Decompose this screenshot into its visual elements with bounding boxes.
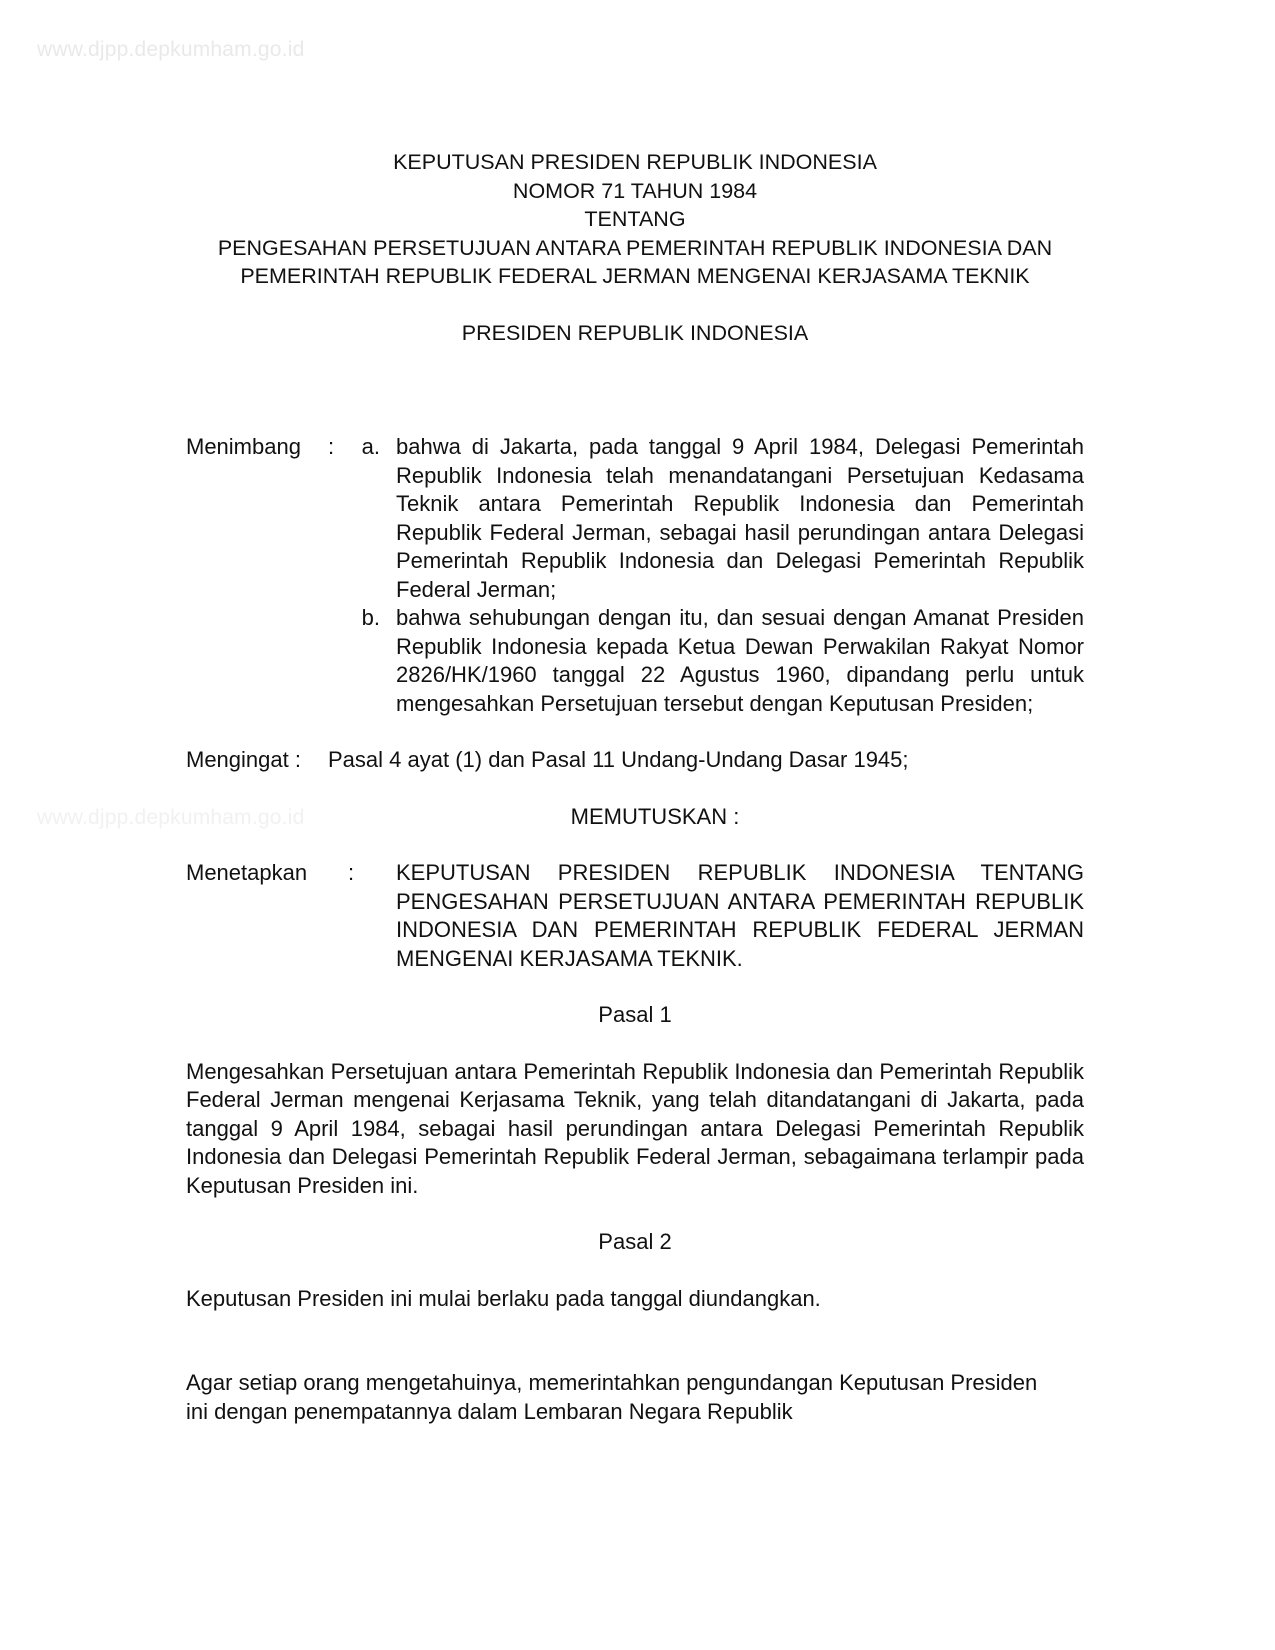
pasal-2-title: Pasal 2	[598, 1229, 672, 1254]
item-letter: b.	[361, 605, 380, 630]
pasal-2-body: Keputusan Presiden ini mulai berlaku pada tanggal diundangkan.	[186, 1285, 821, 1311]
header-number: NOMOR 71 TAHUN 1984	[512, 178, 758, 203]
menimbang-section	[186, 433, 1084, 718]
pasal-1-body: Mengesahkan Persetujuan antara Pemerintah Republik Indonesia dan Pemerintah Republik Federal Jerman mengenai Kerjasama Teknik, yang telah ditandatangani di Jakarta, pada tanggal 9 April 1984, sebagai hasil perundingan antara Delegasi Pemerintah Republik Indonesia dan Delegasi Pemerintah Republik Federal Jerman, sebagaimana terlampir pada Keputusan Presiden ini.	[186, 1058, 1084, 1198]
header-president: PRESIDEN REPUBLIK INDONESIA	[461, 320, 809, 345]
menimbang-item-a	[186, 433, 1084, 604]
item-letter: a.	[361, 434, 380, 459]
header-tentang: TENTANG	[584, 207, 686, 231]
menetapkan-section	[186, 859, 1084, 973]
menimbang-item-b	[348, 604, 1084, 718]
document-page	[186, 148, 1084, 1426]
document-header	[186, 148, 1084, 347]
pasal-1-title: Pasal 1	[598, 1002, 672, 1027]
item-text: bahwa sehubungan dengan itu, dan sesuai dengan Amanat Presiden Republik Indonesia kepada Ketua Dewan Perwakilan Rakyat Nomor 2826/HK/1960 tanggal 22 Agustus 1960, dipandang perlu untuk mengesahkan Persetujuan tersebut dengan Keputusan Presiden;	[396, 605, 1084, 716]
watermark-faint: www.djpp.depkumham.go.id	[37, 806, 305, 829]
menimbang-colon: :	[328, 434, 335, 459]
mengingat-text: Pasal 4 ayat (1) dan Pasal 11 Undang-Undang Dasar 1945;	[328, 747, 909, 772]
header-title: KEPUTUSAN PRESIDEN REPUBLIK INDONESIA	[393, 150, 877, 174]
menimbang-label: Menimbang	[186, 434, 301, 459]
menetapkan-label: Menetapkan	[186, 860, 308, 885]
item-text: bahwa di Jakarta, pada tanggal 9 April 1984, Delegasi Pemerintah Republik Indonesia telah menandatangani Persetujuan Kedasama Teknik antara Pemerintah Republik Indonesia dan Pemerintah Republik Federal Jerman, sebagai hasil perundingan antara Delegasi Pemerintah Republik Indonesia dan Delegasi Pemerintah Republik Federal Jerman;	[396, 434, 1084, 602]
menetapkan-colon: :	[348, 860, 355, 885]
watermark: www.djpp.depkumham.go.id	[37, 38, 305, 61]
header-subject-line1: PENGESAHAN PERSETUJUAN ANTARA PEMERINTAH REPUBLIK INDONESIA DAN	[217, 235, 1053, 260]
menetapkan-text: KEPUTUSAN PRESIDEN REPUBLIK INDONESIA TENTANG PENGESAHAN PERSETUJUAN ANTARA PEMERINTAH REPUBLIK INDONESIA DAN PEMERINTAH REPUBLIK FEDERAL JERMAN MENGENAI KERJASAMA TEKNIK.	[396, 860, 1084, 971]
closing-paragraph: Agar setiap orang mengetahuinya, memerintahkan pengundangan Keputusan Presiden ini dengan penempatannya dalam Lembaran Negara Republik	[186, 1370, 1038, 1424]
mengingat-section	[186, 746, 1084, 775]
memutuskan-heading: MEMUTUSKAN :	[570, 803, 740, 829]
header-subject-line2: PEMERINTAH REPUBLIK FEDERAL JERMAN MENGENAI KERJASAMA TEKNIK	[240, 264, 1030, 288]
mengingat-label: Mengingat :	[186, 747, 301, 772]
